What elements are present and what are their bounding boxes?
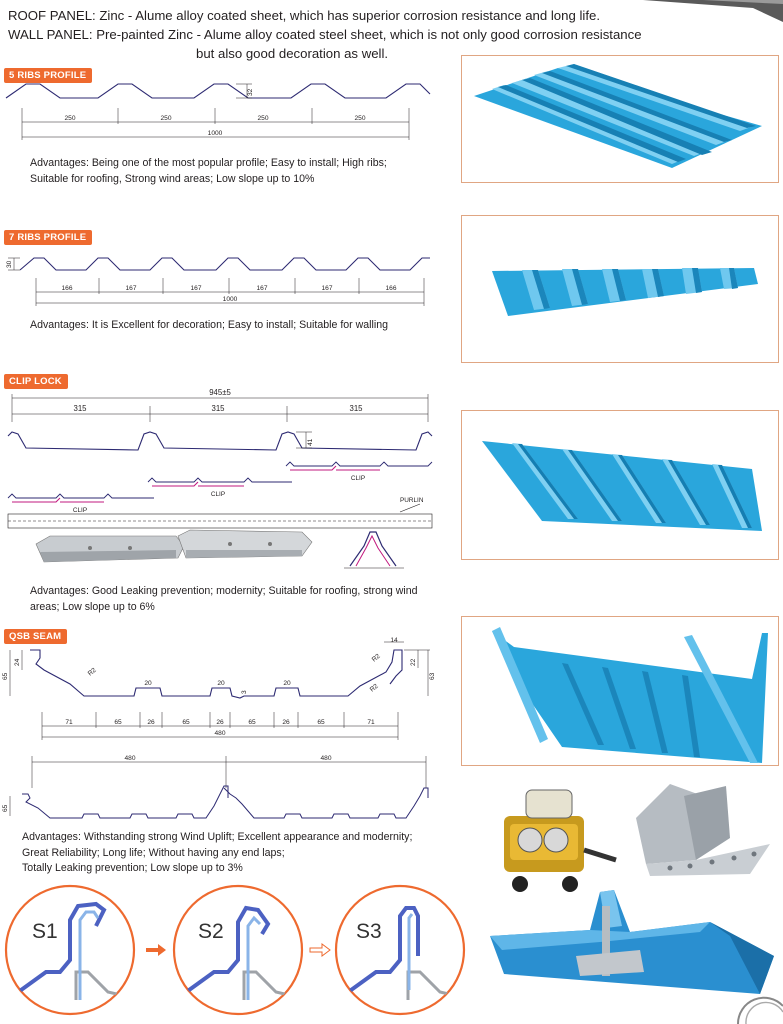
ribs7-advantages bbox=[30, 318, 388, 334]
qsb-adv-line2: Great Reliability; Long life; Without having any end laps; bbox=[22, 846, 285, 859]
ribs7-adv-line1: Advantages: It is Excellent for decoration; Easy to install; Suitable for walling bbox=[30, 319, 389, 331]
qsb-panel-width-1: 480 bbox=[124, 755, 136, 762]
seam-clip-image bbox=[630, 778, 780, 878]
qsb-adv-line1: Advantages: Withstanding strong Wind Uplift; Excellent appearance and modernity; bbox=[22, 831, 413, 843]
qsb-span-2: 65 bbox=[114, 719, 122, 726]
cliplock-panel-image bbox=[461, 410, 779, 560]
cliplock-clip-label-1: CLIP bbox=[350, 475, 366, 482]
ribs5-total: 1000 bbox=[207, 130, 223, 137]
ribs5-adv-line1: Advantages: Being one of the most popular profile; Easy to install; High ribs; bbox=[30, 157, 387, 169]
qsb-dim-20a: 20 bbox=[144, 680, 152, 687]
qsb-dim-20b: 20 bbox=[217, 680, 225, 687]
ribs5-span-3: 250 bbox=[257, 115, 269, 122]
qsb-panel-width-2: 480 bbox=[320, 755, 332, 762]
ribs7-span-4: 167 bbox=[256, 285, 268, 292]
cliplock-adv-line2: areas; Low slope up to 6% bbox=[30, 600, 155, 613]
ribs7-total: 1000 bbox=[222, 296, 238, 303]
cliplock-adv-line1: Advantages: Good Leaking prevention; modernity; Suitable for roofing, strong wind bbox=[30, 585, 418, 597]
cliplock-clip-label-2: CLIP bbox=[210, 491, 226, 498]
wall-panel-text-cont: but also good decoration as well. bbox=[196, 46, 389, 61]
qsb-span-4: 65 bbox=[182, 719, 190, 726]
cliplock-span-2: 315 bbox=[211, 404, 225, 413]
roof-panel-text: ROOF PANEL: Zinc - Alume alloy coated sheet, which has superior corrosion resistance and long life. bbox=[8, 8, 600, 23]
ribs5-tag: 5 RIBS PROFILE bbox=[4, 68, 92, 83]
qsb-profile-drawing bbox=[0, 636, 445, 826]
ribs7-tag: 7 RIBS PROFILE bbox=[4, 230, 92, 245]
ribs5-profile-drawing bbox=[0, 80, 440, 145]
seam-step-s1: S1 bbox=[32, 920, 58, 943]
ribs7-span-6: 166 bbox=[385, 285, 397, 292]
qsb-span-5: 26 bbox=[216, 719, 224, 726]
ribs5-advantages bbox=[30, 156, 387, 187]
qsb-span-7: 26 bbox=[282, 719, 290, 726]
ribs5-span-2: 250 bbox=[160, 115, 172, 122]
qsb-dim-r2c: R2 bbox=[368, 682, 380, 694]
qsb-span-1: 71 bbox=[65, 719, 73, 726]
ribs5-span-1: 250 bbox=[64, 115, 76, 122]
cliplock-span-3: 315 bbox=[349, 404, 363, 413]
ribs7-span-5: 167 bbox=[321, 285, 333, 292]
qsb-span-9: 71 bbox=[367, 719, 375, 726]
ribs5-panel-image bbox=[461, 55, 779, 183]
ribs7-profile-drawing bbox=[0, 248, 440, 313]
qsb-dim-20c: 20 bbox=[283, 680, 291, 687]
qsb-dim-22: 22 bbox=[410, 658, 417, 666]
qsb-tag: QSB SEAM bbox=[4, 629, 67, 644]
qsb-dim-r2a: R2 bbox=[86, 666, 98, 678]
ribs7-span-3: 167 bbox=[190, 285, 202, 292]
ribs5-span-4: 250 bbox=[354, 115, 366, 122]
cliplock-purlin-label: PURLIN bbox=[400, 497, 424, 504]
corner-circle-decoration bbox=[730, 1000, 783, 1024]
cliplock-total: 945±5 bbox=[209, 388, 231, 397]
qsb-span-3: 26 bbox=[147, 719, 155, 726]
qsb-panel-height: 65 bbox=[2, 804, 9, 812]
qsb-dim-24: 24 bbox=[14, 658, 21, 666]
ribs7-panel-image bbox=[461, 215, 779, 363]
seam-installation-image bbox=[490, 876, 780, 996]
qsb-advantages bbox=[22, 830, 412, 877]
arrow-1-icon bbox=[146, 944, 166, 956]
qsb-adv-line3: Totally Leaking prevention; Low slope up to 3% bbox=[22, 862, 243, 874]
ribs7-rib-height: 30 bbox=[6, 260, 13, 268]
cliplock-profile-drawing bbox=[0, 386, 445, 586]
cliplock-clip-label-3: CLIP bbox=[72, 507, 88, 514]
ribs7-span-2: 167 bbox=[125, 285, 137, 292]
seam-steps-diagram bbox=[0, 880, 470, 1024]
cliplock-rib-height: 41 bbox=[307, 438, 314, 446]
qsb-dim-14: 14 bbox=[390, 637, 398, 644]
ribs7-span-1: 166 bbox=[61, 285, 73, 292]
arrow-2-icon bbox=[310, 944, 330, 956]
ribs5-rib-height: 32 bbox=[247, 88, 254, 96]
qsb-dim-63: 63 bbox=[429, 672, 436, 680]
qsb-dim-65: 65 bbox=[2, 672, 9, 680]
seam-step-s3: S3 bbox=[356, 920, 382, 943]
cliplock-tag: CLIP LOCK bbox=[4, 374, 68, 389]
qsb-panel-image bbox=[461, 616, 779, 766]
qsb-span-8: 65 bbox=[317, 719, 325, 726]
wall-panel-text: WALL PANEL: Pre-painted Zinc - Alume alloy coated steel sheet, which is not only good corrosion resistance bbox=[8, 27, 642, 42]
qsb-span-6: 65 bbox=[248, 719, 256, 726]
cliplock-advantages bbox=[30, 584, 418, 615]
ribs5-adv-line2: Suitable for roofing, Strong wind areas; Low slope up to 10% bbox=[30, 172, 315, 185]
qsb-total: 480 bbox=[214, 730, 226, 737]
seam-step-s2: S2 bbox=[198, 920, 224, 943]
qsb-dim-3: 3 bbox=[241, 690, 248, 694]
cliplock-span-1: 315 bbox=[73, 404, 87, 413]
qsb-dim-r2b: R2 bbox=[370, 652, 382, 664]
